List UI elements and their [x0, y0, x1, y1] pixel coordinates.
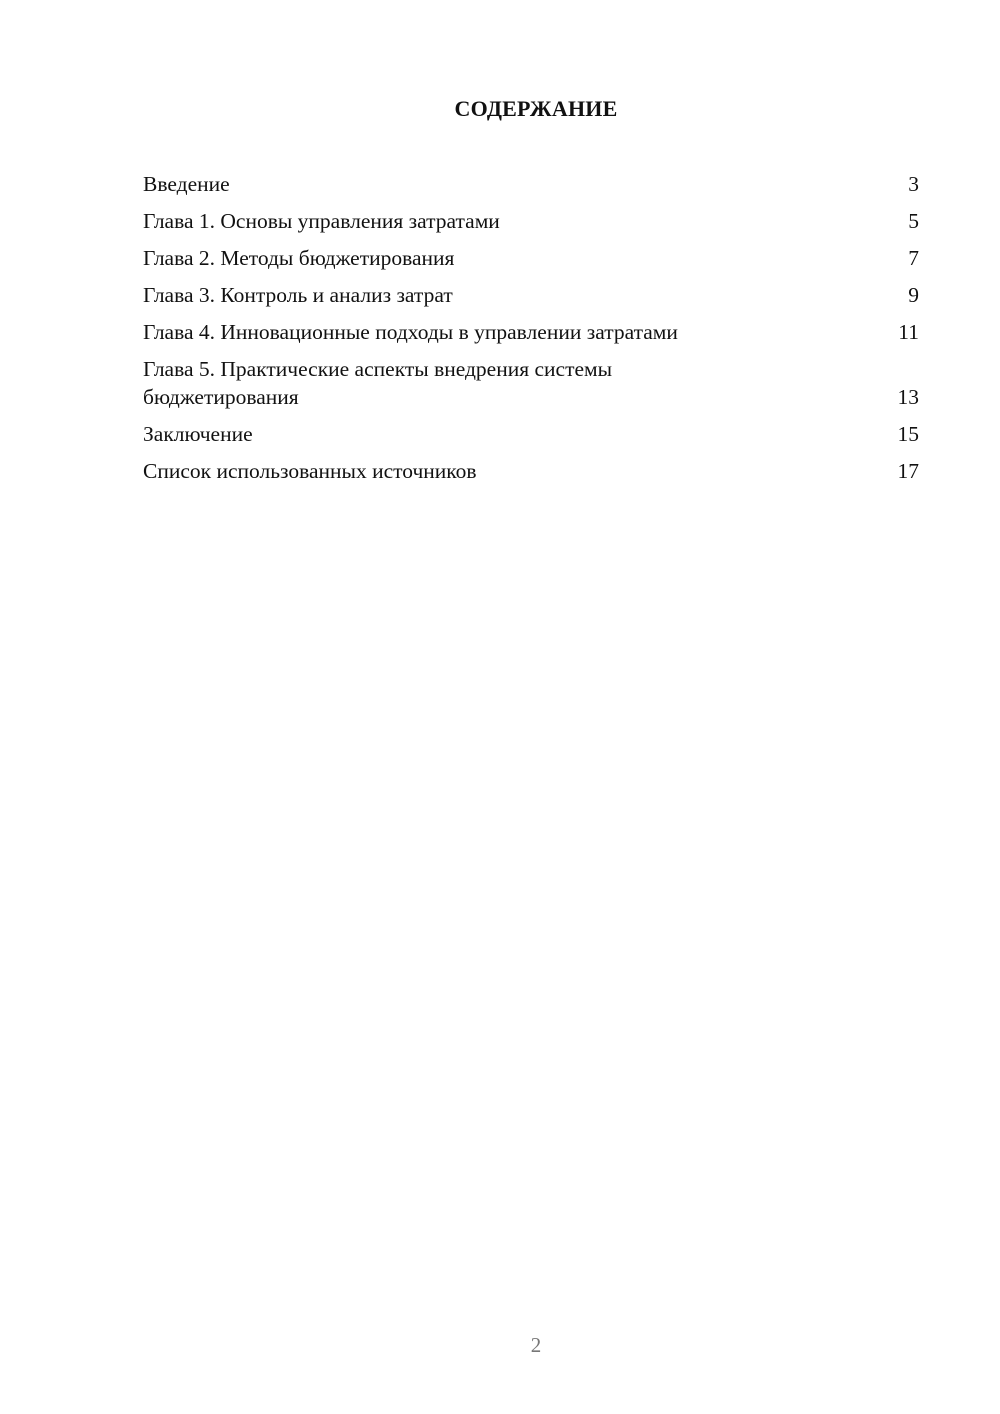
toc-entry-page: 3	[908, 172, 919, 196]
toc-entry-page: 11	[898, 320, 919, 344]
toc-entry-label: Глава 5. Практические аспекты внедрения системы бюджетирования	[143, 357, 613, 409]
toc-entry-conclusion	[143, 420, 919, 448]
page-title: СОДЕРЖАНИЕ	[454, 96, 618, 121]
toc-entry-label: Глава 4. Инновационные подходы в управлении затратами	[143, 320, 678, 344]
toc-entry-page: 7	[908, 246, 919, 270]
table-of-contents	[143, 170, 919, 494]
page-number: 2	[530, 1333, 542, 1357]
toc-entry-chapter-2	[143, 244, 919, 272]
toc-entry-page: 9	[908, 283, 919, 307]
toc-entry-label: Заключение	[143, 422, 253, 446]
toc-entry-page: 17	[897, 459, 919, 483]
toc-entry-chapter-1	[143, 207, 919, 235]
toc-entry-label: Глава 1. Основы управления затратами	[143, 209, 500, 233]
toc-entry-label: Введение	[143, 172, 230, 196]
toc-entry-label: Глава 2. Методы бюджетирования	[143, 246, 455, 270]
toc-entry-page: 15	[897, 422, 919, 446]
toc-entry-chapter-3	[143, 281, 919, 309]
toc-entry-page: 13	[897, 385, 919, 409]
toc-entry-page: 5	[908, 209, 919, 233]
toc-entry-label: Глава 3. Контроль и анализ затрат	[143, 283, 453, 307]
toc-entry-references	[143, 457, 919, 485]
toc-entry-chapter-5	[143, 355, 919, 411]
toc-entry-label: Список использованных источников	[143, 459, 477, 483]
toc-entry-introduction	[143, 170, 919, 198]
toc-entry-chapter-4	[143, 318, 919, 346]
